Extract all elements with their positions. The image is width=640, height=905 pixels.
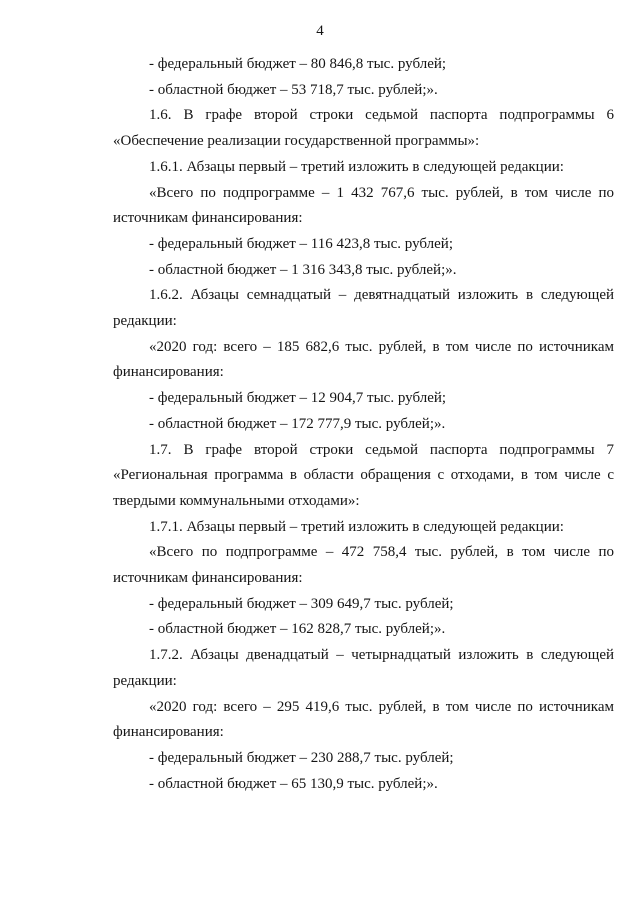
- paragraph-line: редакции:: [113, 672, 177, 689]
- paragraph-line: редакции:: [113, 313, 177, 330]
- paragraph-line: - федеральный бюджет – 116 423,8 тыс. рублей;: [149, 235, 453, 252]
- paragraph-line: 1.6. В графе второй строки седьмой паспорта подпрограммы 6: [149, 107, 614, 124]
- paragraph-line: 1.6.1. Абзацы первый – третий изложить в следующей редакции:: [149, 158, 564, 175]
- paragraph-line: - федеральный бюджет – 230 288,7 тыс. рублей;: [149, 749, 454, 766]
- paragraph-line: - областной бюджет – 1 316 343,8 тыс. рублей;».: [149, 261, 457, 278]
- paragraph-line: «Всего по подпрограмме – 472 758,4 тыс. рублей, в том числе по: [149, 544, 614, 561]
- paragraph: [113, 103, 614, 154]
- paragraph: [113, 412, 614, 438]
- paragraph-line: - федеральный бюджет – 309 649,7 тыс. рублей;: [149, 595, 454, 612]
- paragraph-line: «Региональная программа в области обращения с отходами, в том числе с: [113, 467, 614, 484]
- paragraph: [113, 78, 614, 104]
- paragraph-line: - областной бюджет – 65 130,9 тыс. рублей;».: [149, 775, 438, 792]
- paragraph-line: - областной бюджет – 172 777,9 тыс. рублей;».: [149, 415, 446, 432]
- paragraph: [113, 643, 614, 694]
- paragraph: [113, 592, 614, 618]
- paragraph-line: финансирования:: [113, 364, 224, 381]
- document-body: [113, 52, 614, 797]
- paragraph: [113, 155, 614, 181]
- paragraph-line: 1.7.2. Абзацы двенадцатый – четырнадцатый изложить в следующей: [149, 647, 614, 664]
- paragraph-line: источникам финансирования:: [113, 570, 303, 587]
- paragraph-line: твердыми коммунальными отходами»:: [113, 492, 360, 509]
- page-number: 4: [316, 23, 324, 39]
- paragraph-line: 1.7.1. Абзацы первый – третий изложить в следующей редакции:: [149, 518, 564, 535]
- paragraph-line: финансирования:: [113, 724, 224, 741]
- paragraph-line: 1.6.2. Абзацы семнадцатый – девятнадцатый изложить в следующей: [149, 287, 614, 304]
- paragraph-line: «Обеспечение реализации государственной программы»:: [113, 133, 480, 150]
- paragraph: [113, 772, 614, 798]
- paragraph: [113, 335, 614, 386]
- paragraph-line: источникам финансирования:: [113, 210, 303, 227]
- paragraph-line: - областной бюджет – 162 828,7 тыс. рублей;».: [149, 621, 446, 638]
- paragraph: [113, 52, 614, 78]
- paragraph: [113, 695, 614, 746]
- paragraph: [113, 283, 614, 334]
- paragraph: [113, 540, 614, 591]
- paragraph: [113, 617, 614, 643]
- paragraph: [113, 438, 614, 515]
- paragraph: [113, 181, 614, 232]
- paragraph-line: - областной бюджет – 53 718,7 тыс. рублей;».: [149, 81, 438, 98]
- paragraph-line: «2020 год: всего – 295 419,6 тыс. рублей, в том числе по источникам: [149, 698, 614, 715]
- paragraph: [113, 746, 614, 772]
- paragraph: [113, 232, 614, 258]
- paragraph: [113, 515, 614, 541]
- paragraph-line: - федеральный бюджет – 12 904,7 тыс. рублей;: [149, 390, 447, 407]
- paragraph-line: «2020 год: всего – 185 682,6 тыс. рублей, в том числе по источникам: [149, 338, 614, 355]
- paragraph-line: 1.7. В графе второй строки седьмой паспорта подпрограммы 7: [149, 441, 614, 458]
- paragraph: [113, 386, 614, 412]
- paragraph-line: «Всего по подпрограмме – 1 432 767,6 тыс. рублей, в том числе по: [149, 184, 614, 201]
- paragraph-line: - федеральный бюджет – 80 846,8 тыс. рублей;: [149, 56, 447, 72]
- paragraph: [113, 258, 614, 284]
